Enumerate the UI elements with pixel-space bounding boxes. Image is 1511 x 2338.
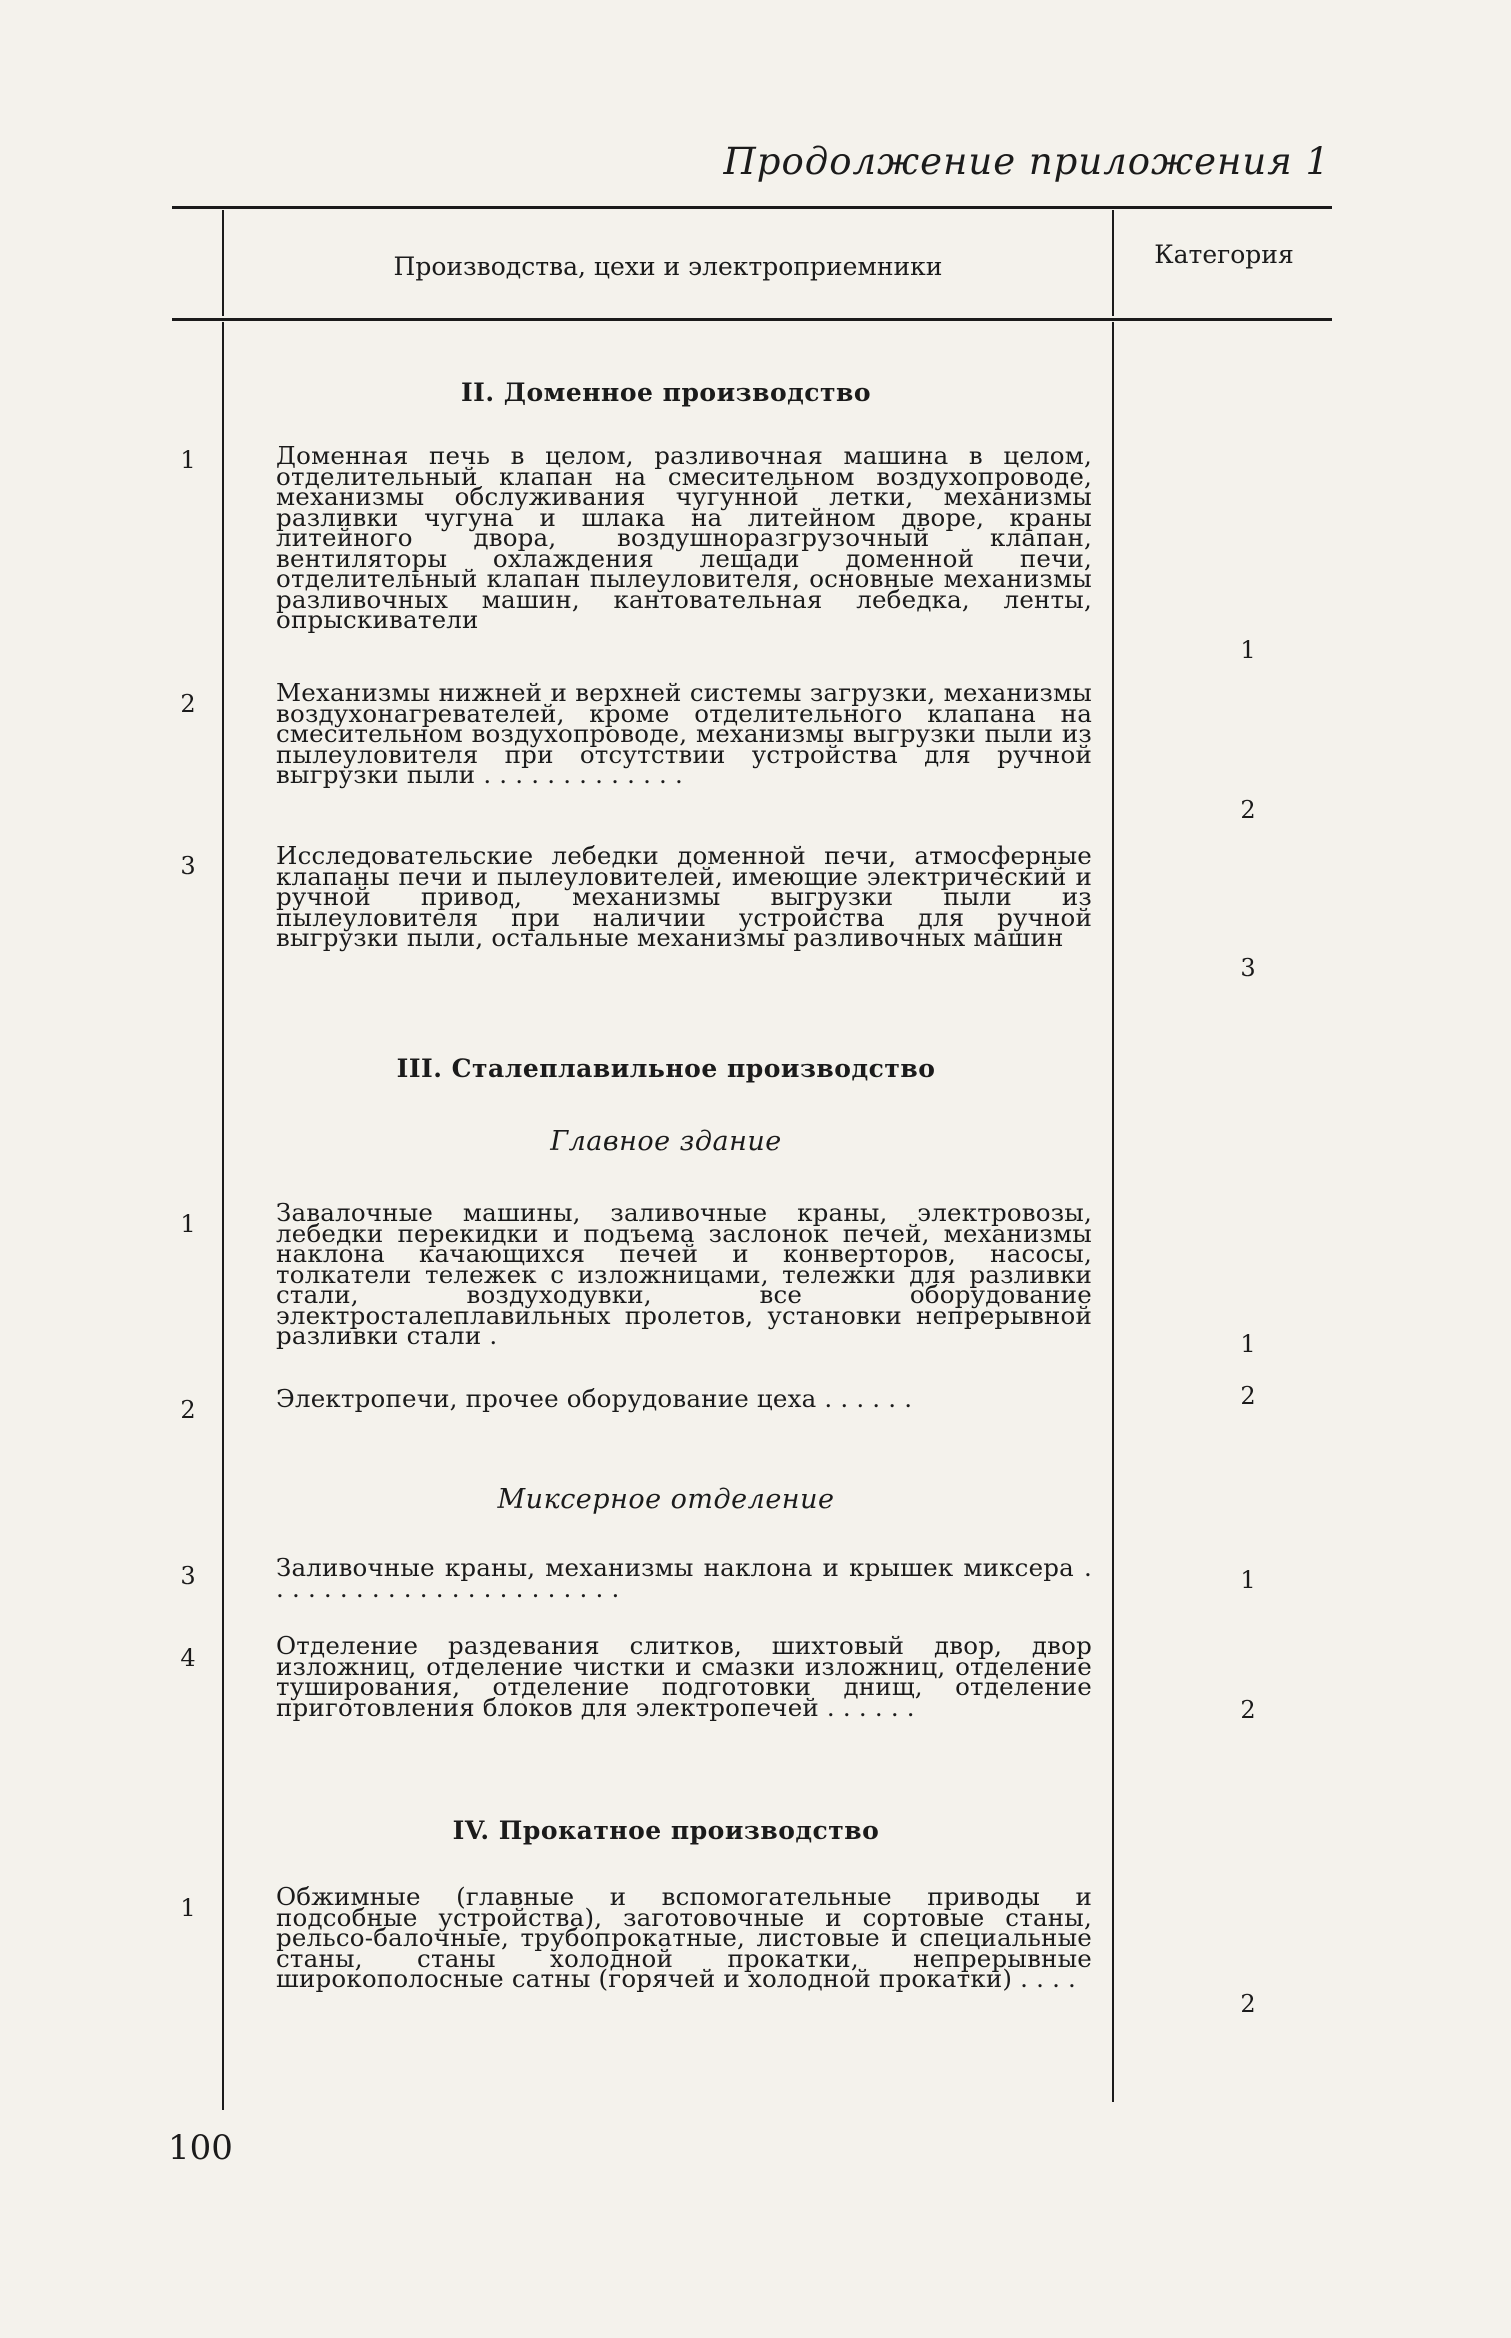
section-title-blast-furnace: II. Доменное производство bbox=[460, 378, 872, 407]
row-number: 3 bbox=[180, 852, 196, 880]
row-category: 1 bbox=[1240, 1566, 1256, 1594]
row-category: 3 bbox=[1240, 954, 1256, 982]
row-text: Исследовательские лебедки доменной печи, атмосферные клапаны печи и пылеуловителей, имеющие электрический и ручной привод, механизмы выгрузки пыли из пылеуловителя при наличии устройства для ручной выгрузки пыли, остальные механизмы разливочных машин bbox=[276, 841, 1092, 952]
row-text: Механизмы нижней и верхней системы загрузки, механизмы воздухонагревателей, кроме отделительного клапана на смесительном воздухопроводе, механизмы выгрузки пыли из пылеуловителя при отсутствии устройства для ручной выгрузки пыли . . . . . . . . . . . . . bbox=[276, 678, 1092, 789]
running-head: Продолжение приложения 1 bbox=[723, 140, 1330, 183]
row-category: 2 bbox=[1240, 796, 1256, 824]
row-number: 4 bbox=[180, 1644, 196, 1672]
row-category: 1 bbox=[1240, 1330, 1256, 1358]
row-text: Заливочные краны, механизмы наклона и крышек миксера . . . . . . . . . . . . . . . . . . . . . . . bbox=[276, 1553, 1092, 1603]
subsection-title-main-building: Главное здание bbox=[550, 1126, 782, 1157]
row-category: 1 bbox=[1240, 636, 1256, 664]
table-header-rule bbox=[172, 318, 1332, 321]
row-category: 2 bbox=[1240, 1990, 1256, 2018]
section-title-steelmaking: III. Сталеплавильное производство bbox=[396, 1054, 936, 1083]
row-number: 1 bbox=[180, 1210, 196, 1238]
row-number: 2 bbox=[180, 690, 196, 718]
page-number: 100 bbox=[168, 2128, 233, 2168]
row-text: Обжимные (главные и вспомогательные приводы и подсобные устройства), заготовочные и сортовые станы, рельсо-балочные, трубопрокатные, листовые и специальные станы, станы холодной прокатки, непрерывные широкополосные сатны (горячей и холодной прокатки) . . . . bbox=[276, 1882, 1092, 1993]
table-column-rule-right bbox=[1112, 322, 1114, 2102]
section-title-rolling: IV. Прокатное производство bbox=[452, 1816, 880, 1845]
row-text: Доменная печь в целом, разливочная машина в целом, отделительный клапан на смесительном воздухопроводе, механизмы обслуживания чугунной летки, механизмы разливки чугуна и шлака на литейном дворе, краны литейного двора, воздушноразгрузочный клапан, вентиляторы охлаждения лещади доменной печи, отделительный клапан пылеуловителя, основные механизмы разливочных машин, кантовательная лебедка, ленты, опрыскиватели bbox=[276, 441, 1092, 634]
column-header-category: Категория bbox=[1154, 240, 1294, 269]
column-header-name: Производства, цехи и электроприемники bbox=[393, 252, 943, 281]
row-text: Отделение раздевания слитков, шихтовый двор, двор изложниц, отделение чистки и смазки изложниц, отделение туширования, отделение подготовки днищ, отделение приготовления блоков для электропечей . . . . . . bbox=[276, 1631, 1092, 1722]
table-top-rule bbox=[172, 206, 1332, 209]
row-number: 1 bbox=[180, 446, 196, 474]
row-number: 2 bbox=[180, 1396, 196, 1424]
row-number: 1 bbox=[180, 1894, 196, 1922]
row-text: Электропечи, прочее оборудование цеха . . . . . . bbox=[276, 1384, 913, 1413]
subsection-title-mixer-department: Миксерное отделение bbox=[497, 1484, 835, 1515]
row-text: Завалочные машины, заливочные краны, электровозы, лебедки перекидки и подъема заслонок печей, механизмы наклона качающихся печей и конверторов, насосы, толкатели тележек с изложницами, тележки для разливки стали, воздуходувки, все оборудование электросталеплавильных пролетов, установки непрерывной разливки стали . bbox=[276, 1198, 1092, 1350]
row-category: 2 bbox=[1240, 1382, 1256, 1410]
row-number: 3 bbox=[180, 1562, 196, 1590]
row-category: 2 bbox=[1240, 1696, 1256, 1724]
